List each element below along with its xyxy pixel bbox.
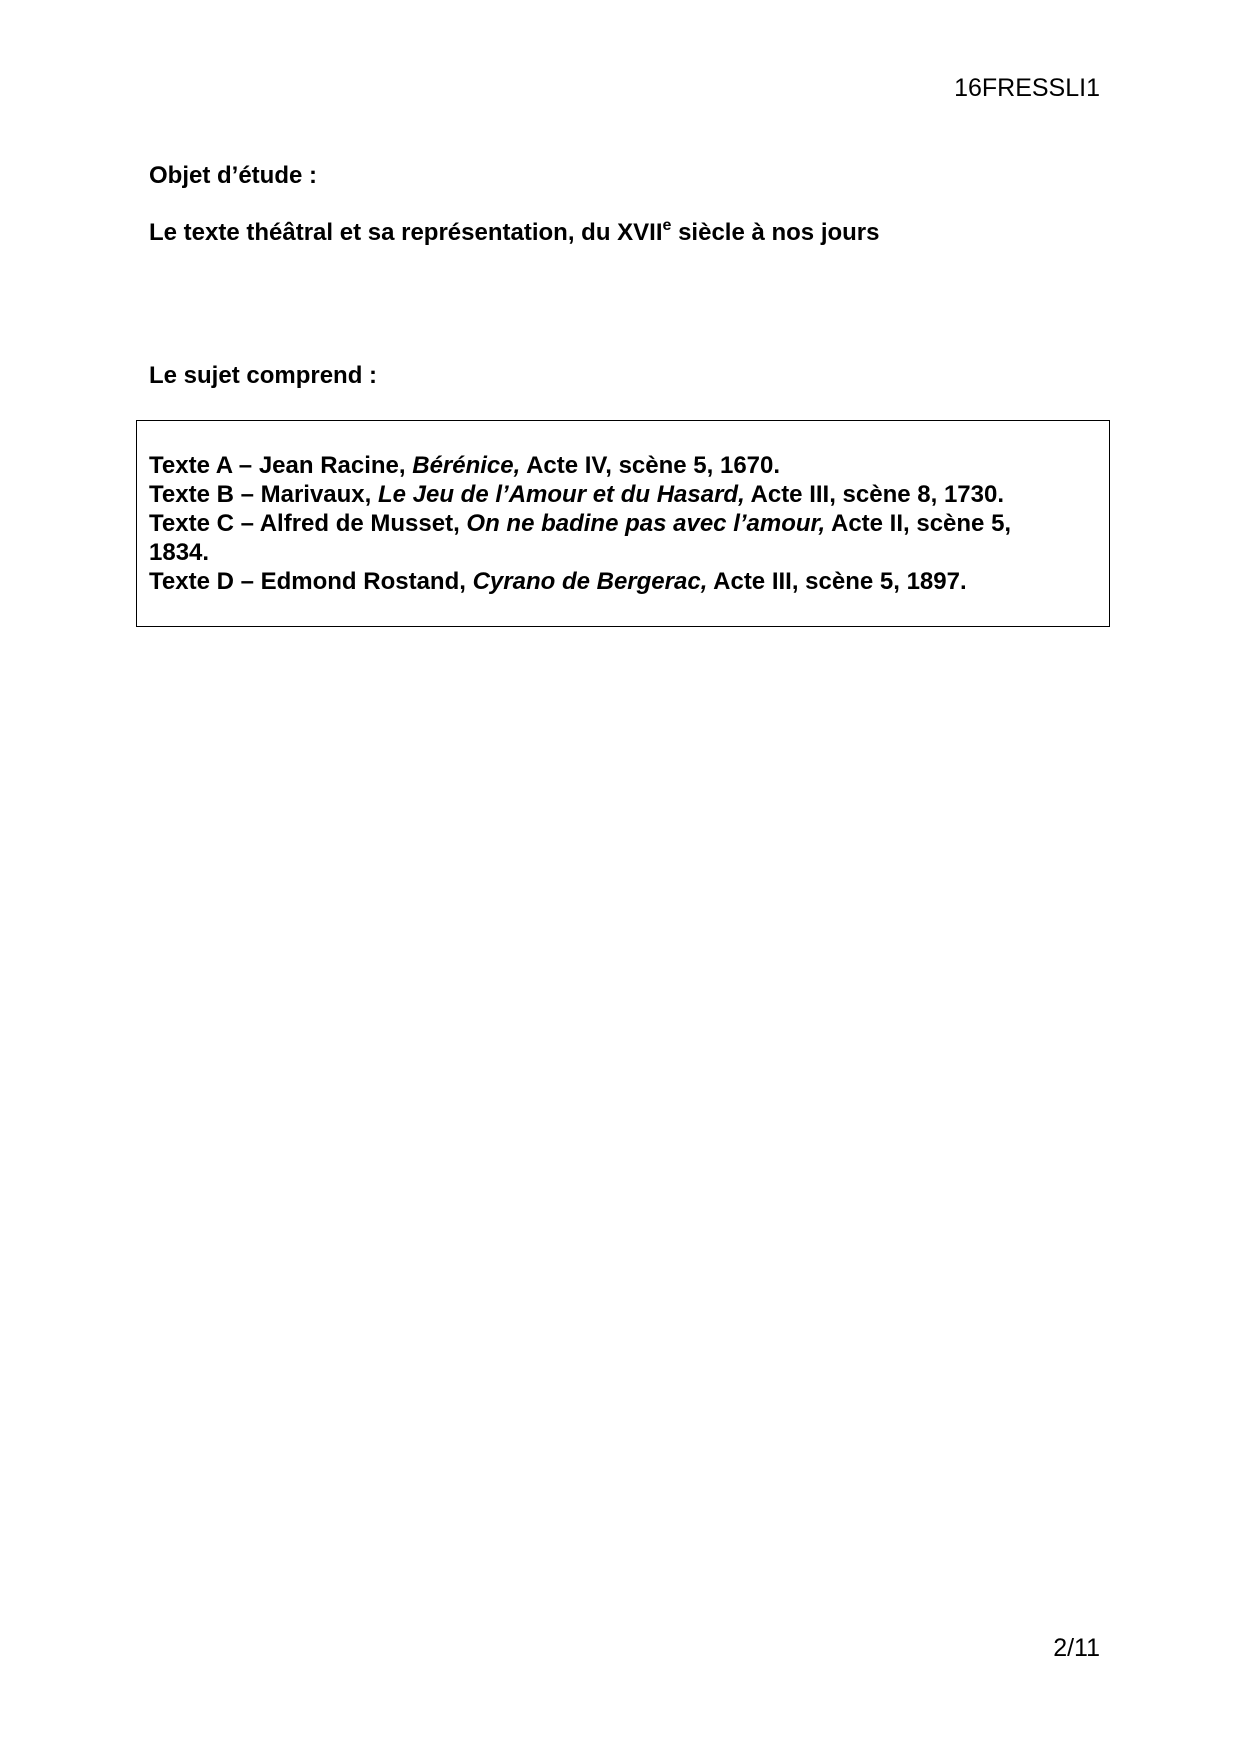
study-title-start: Le texte théâtral et sa représentation, du XVII	[149, 219, 663, 246]
study-title-end: siècle à nos jours	[671, 219, 880, 246]
page-number: 2/11	[1053, 1634, 1100, 1662]
text-item-c-work: On ne badine pas avec l’amour,	[466, 510, 826, 537]
text-item-c-suffix: Acte II, scène 5,	[825, 510, 1012, 537]
document-code: 16FRESSLI1	[954, 74, 1100, 102]
text-item-c-prefix: Texte C – Alfred de Musset,	[149, 510, 467, 537]
text-item-a-suffix: Acte IV, scène 5, 1670.	[520, 452, 781, 479]
subject-label: Le sujet comprend :	[149, 362, 378, 389]
text-item-c-continuation: 1834.	[149, 539, 210, 566]
text-item-d-suffix: Acte III, scène 5, 1897.	[707, 568, 967, 595]
study-object-label: Objet d’étude :	[149, 162, 317, 189]
text-item-d-prefix: Texte D – Edmond Rostand,	[149, 568, 473, 595]
text-item-b	[149, 480, 1097, 509]
texts-list-box	[136, 420, 1110, 627]
text-item-d	[149, 567, 1097, 596]
text-item-b-suffix: Acte III, scène 8, 1730.	[744, 481, 1004, 508]
text-item-d-work: Cyrano de Bergerac,	[472, 568, 708, 595]
text-item-a-work: Bérénice,	[412, 452, 521, 479]
study-title-superscript: e	[662, 217, 672, 234]
text-item-b-work: Le Jeu de l’Amour et du Hasard,	[377, 481, 745, 508]
text-item-a	[149, 451, 1097, 480]
text-item-b-prefix: Texte B – Marivaux,	[149, 481, 378, 508]
text-item-a-prefix: Texte A – Jean Racine,	[149, 452, 413, 479]
study-object-title	[149, 219, 880, 247]
text-item-c	[149, 509, 1097, 538]
